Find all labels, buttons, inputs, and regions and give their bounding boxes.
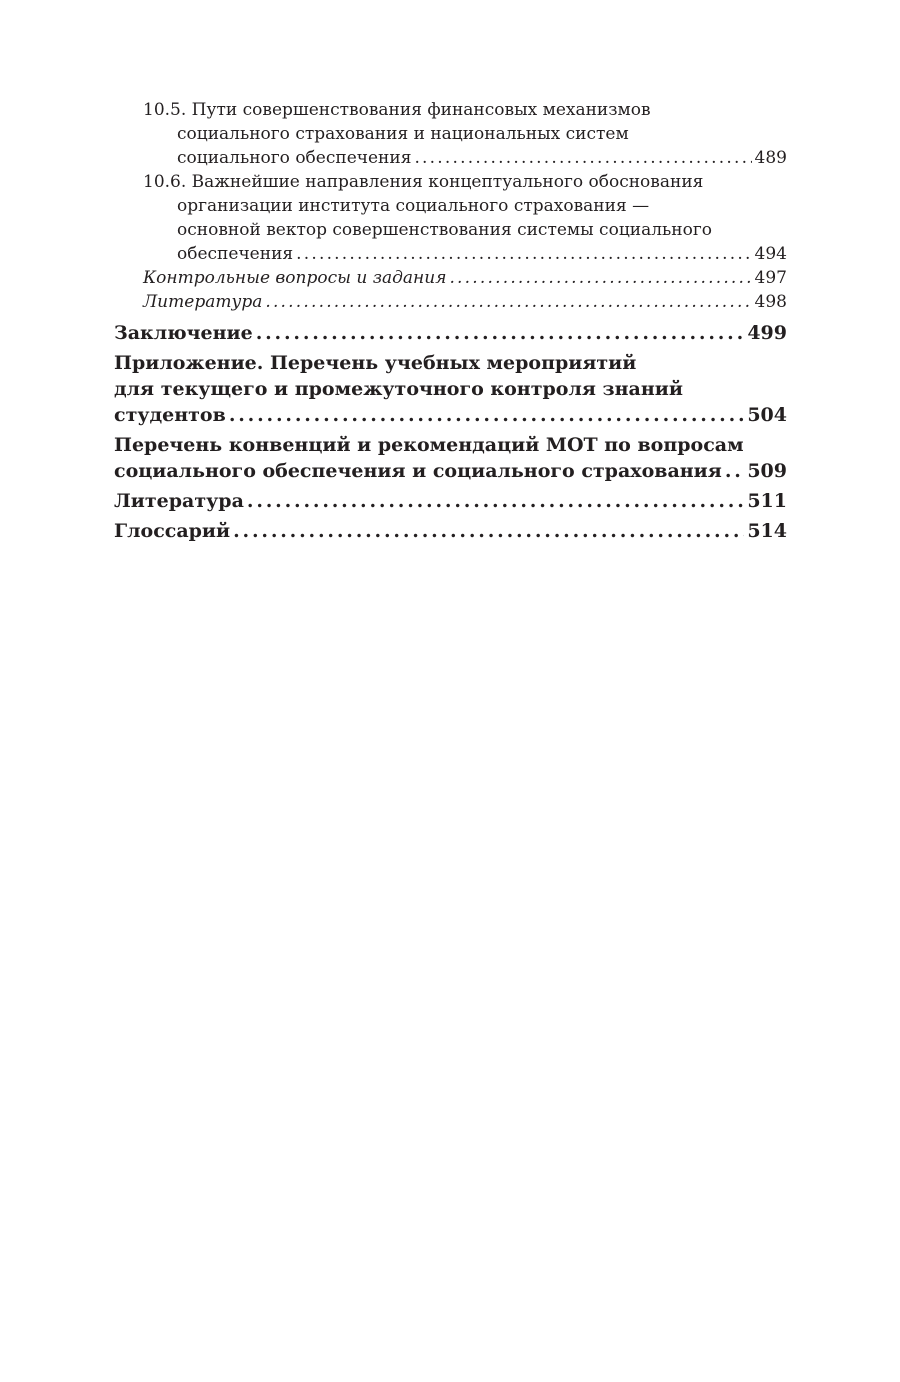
toc-entry-10-5 <box>143 98 787 170</box>
toc-entry-text: Перечень конвенций и рекомендаций МОТ по вопросам <box>114 434 744 456</box>
page-number: 504 <box>747 404 787 426</box>
toc-entry-questions <box>143 266 787 290</box>
dot-leader <box>414 146 751 170</box>
toc-entry-text: основной вектор совершенствования системы социального <box>177 220 712 240</box>
toc-entry-text: организации института социального страхования — <box>177 196 650 216</box>
dot-leader <box>296 242 751 266</box>
toc-entry-text: Литература <box>143 292 263 312</box>
toc-entry-ilo-conventions <box>114 432 787 484</box>
toc-entry-text: Глоссарий <box>114 520 231 542</box>
toc-entry-text: обеспечения <box>177 244 294 264</box>
page-number: 509 <box>747 460 787 482</box>
toc-entry-text: Литература <box>114 490 244 512</box>
toc-entry-10-6 <box>143 170 787 266</box>
toc-entry-text: Заключение <box>114 322 253 344</box>
toc-entry-text: социального обеспечения и социального страхования <box>114 460 722 482</box>
toc-entry-chapter-literature <box>143 290 787 314</box>
toc-entry-text: для текущего и промежуточного контроля знаний <box>114 378 683 400</box>
page-number: 497 <box>754 268 787 288</box>
page-number: 489 <box>754 148 787 168</box>
toc-entry-text: социального обеспечения <box>177 148 412 168</box>
dot-leader <box>247 488 744 514</box>
toc-entry-literature <box>114 488 787 514</box>
toc-entry-text: 10.5. Пути совершенствования финансовых механизмов <box>143 100 651 120</box>
page-number: 499 <box>747 322 787 344</box>
toc-entry-glossary <box>114 518 787 544</box>
dot-leader <box>725 458 745 484</box>
page-number: 514 <box>747 520 787 542</box>
dot-leader <box>265 290 751 314</box>
toc-entry-conclusion <box>114 320 787 346</box>
toc-entry-text: Контрольные вопросы и задания <box>143 268 447 288</box>
toc-entry-text: 10.6. Важнейшие направления концептуального обоснования <box>143 172 704 192</box>
toc-entry-text: студентов <box>114 404 226 426</box>
page-number: 498 <box>754 292 787 312</box>
page-number: 511 <box>747 490 787 512</box>
table-of-contents <box>114 98 787 544</box>
page-number: 494 <box>754 244 787 264</box>
dot-leader <box>449 266 751 290</box>
dot-leader <box>256 320 745 346</box>
toc-entry-text: социального страхования и национальных систем <box>177 124 629 144</box>
dot-leader <box>233 518 744 544</box>
toc-entry-appendix <box>114 350 787 428</box>
toc-entry-text: Приложение. Перечень учебных мероприятий <box>114 352 637 374</box>
dot-leader <box>229 402 745 428</box>
